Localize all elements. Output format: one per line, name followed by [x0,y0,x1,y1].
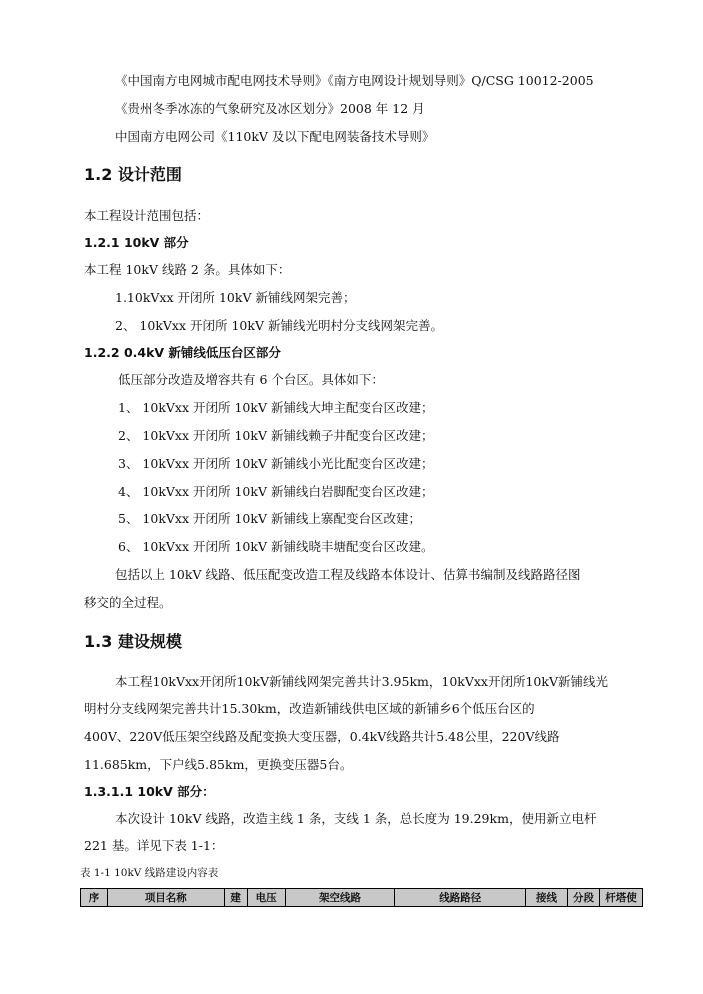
table-header-row [81,889,643,907]
header-wiring: 接线 [526,889,568,907]
header-segment: 分段 [568,889,600,907]
area-item-3: 3、 10kVxx 开闭所 10kV 新铺线小光比配变台区改建； [118,456,434,471]
lines-intro: 本工程 10kV 线路 2 条。具体如下： [84,262,291,277]
scale-paragraph-line-3: 400V、220V低压架空线路及配变换大变压器，0.4kV线路共计5.48公里，220V线路 [84,729,560,744]
area-item-1: 1、 10kVxx 开闭所 10kV 新铺线大坤主配变台区改建； [118,400,434,415]
header-overhead-line: 架空线路 [285,889,395,907]
header-voltage: 电压 [247,889,285,907]
table-caption: 表 1-1 10kV 线路建设内容表 [80,867,219,879]
scope-summary-line-1: 包括以上 10kV 线路、低压配变改造工程及线路本体设计、估算书编制及线路路径图 [115,567,581,582]
line-item-2: 2、 10kVxx 开闭所 10kV 新铺线光明村分支线网架完善。 [115,318,443,333]
low-voltage-intro: 低压部分改造及增容共有 6 个台区。具体如下： [118,372,384,387]
section-heading-1-3: 1.3 建设规模 [84,632,182,651]
construction-content-table [80,888,643,907]
subsection-heading-1-3-1-1: 1.3.1.1 10kV 部分： [84,784,215,799]
scale-paragraph-line-4: 11.685km，下户线5.85km，更换变压器5台。 [84,757,353,772]
area-item-5: 5、 10kVxx 开闭所 10kV 新铺线上寨配变台区改建； [118,511,421,526]
subsection-heading-1-2-1: 1.2.1 10kV 部分 [84,235,189,250]
header-build: 建 [224,889,247,907]
header-index: 序 [81,889,108,907]
reference-line-2: 《贵州冬季冰冻的气象研究及冰区划分》2008 年 12 月 [115,101,425,116]
area-item-2: 2、 10kVxx 开闭所 10kV 新铺线赖子井配变台区改建； [118,428,434,443]
section-heading-1-2: 1.2 设计范围 [84,165,182,184]
reference-line-3: 中国南方电网公司《110kV 及以下配电网装备技术导则》 [115,129,435,144]
scope-summary-line-2: 移交的全过程。 [84,595,172,610]
line-item-1: 1.10kVxx 开闭所 10kV 新铺线网架完善； [115,290,356,305]
kv-paragraph-line-1: 本次设计 10kV 线路，改造主线 1 条，支线 1 条，总长度为 19.29km，使用新立电杆 [115,811,597,826]
header-project-name: 项目名称 [107,889,224,907]
scale-paragraph-line-1: 本工程10kVxx开闭所10kV新铺线网架完善共计3.95km，10kVxx开闭所10kV新铺线光 [115,674,608,689]
subsection-heading-1-2-2: 1.2.2 0.4kV 新铺线低压台区部分 [84,345,281,360]
reference-line-1: 《中国南方电网城市配电网技术导则》《南方电网设计规划导则》Q/CSG 10012-2005 [115,73,594,88]
kv-paragraph-line-2: 221 基。详见下表 1-1： [84,838,224,853]
area-item-6: 6、 10kVxx 开闭所 10kV 新铺线晓丰塘配变台区改建。 [118,539,434,554]
area-item-4: 4、 10kVxx 开闭所 10kV 新铺线白岩脚配变台区改建； [118,484,434,499]
scale-paragraph-line-2: 明村分支线网架完善共计15.30km，改造新铺线供电区域的新铺乡6个低压台区的 [84,701,535,716]
header-line-route: 线路路径 [395,889,526,907]
scope-intro: 本工程设计范围包括： [84,208,210,223]
header-tower-usage: 杆塔使 [599,889,642,907]
